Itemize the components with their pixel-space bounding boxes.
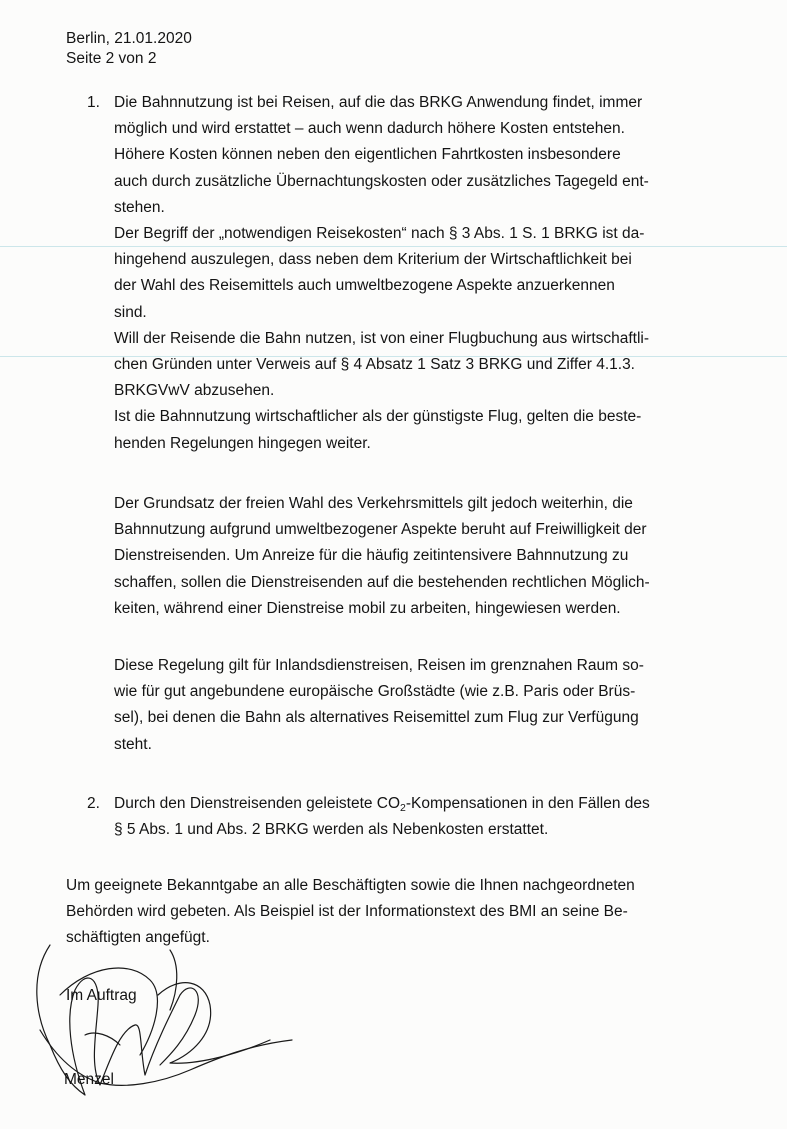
- text-line: Behörden wird gebeten. Als Beispiel ist der Informationstext des BMI an seine Be-: [66, 903, 628, 921]
- text-line: schaffen, sollen die Dienstreisenden auf die bestehenden rechtlichen Möglich-: [114, 573, 650, 591]
- text-line: Der Begriff der „notwendigen Reisekosten“ nach § 3 Abs. 1 S. 1 BRKG ist da-: [114, 225, 645, 243]
- text-line: hingehend auszulegen, dass neben dem Kriterium der Wirtschaftlichkeit bei: [114, 251, 632, 269]
- text-line: [114, 791, 739, 817]
- text-line: sel), bei denen die Bahn als alternatives Reisemittel zum Flug zur Verfügung: [114, 709, 639, 727]
- text-line: Um geeignete Bekanntgabe an alle Beschäftigten sowie die Ihnen nachgeordneten: [66, 877, 635, 894]
- text-line: möglich und wird erstattet – auch wenn dadurch höhere Kosten entstehen.: [114, 120, 625, 138]
- text-line: keiten, während einer Dienstreise mobil zu arbeiten, hingewiesen werden.: [114, 599, 621, 617]
- text-segment: Durch den Dienstreisenden geleistete CO: [114, 795, 401, 812]
- signature-block: [30, 935, 300, 1125]
- paragraph-3: [114, 653, 739, 758]
- place-date: Berlin, 21.01.2020: [66, 30, 192, 47]
- text-line: Der Grundsatz der freien Wahl des Verkehrsmittels gilt jedoch weiterhin, die: [114, 495, 633, 512]
- text-line: stehen.: [114, 198, 165, 216]
- text-line: wie für gut angebundene europäische Großstädte (wie z.B. Paris oder Brüs-: [114, 683, 636, 701]
- text-line: steht.: [114, 735, 152, 753]
- signatory-name: Menzel: [64, 1071, 114, 1088]
- text-line: der Wahl des Reisemittels auch umweltbezogene Aspekte anzuerkennen: [114, 277, 615, 295]
- text-line: Diese Regelung gilt für Inlandsdienstreisen, Reisen im grenznahen Raum so-: [114, 657, 644, 674]
- text-line: chen Gründen unter Verweis auf § 4 Absatz 1 Satz 3 BRKG und Ziffer 4.1.3.: [114, 356, 635, 374]
- text-line: henden Regelungen hingegen weiter.: [114, 434, 371, 452]
- text-line: Ist die Bahnnutzung wirtschaftlicher als der günstigste Flug, gelten die beste-: [114, 408, 642, 426]
- text-line: Dienstreisenden. Um Anreize für die häufig zeitintensivere Bahnnutzung zu: [114, 547, 629, 565]
- text-line: schäftigten angefügt.: [66, 929, 210, 947]
- text-line: Bahnnutzung aufgrund umweltbezogener Aspekte beruht auf Freiwilligkeit der: [114, 521, 647, 539]
- text-line: Die Bahnnutzung ist bei Reisen, auf die das BRKG Anwendung findet, immer: [114, 94, 643, 111]
- text-line: auch durch zusätzliche Übernachtungskosten oder zusätzliches Tagegeld ent-: [114, 172, 649, 190]
- paragraph-co2: [114, 791, 739, 843]
- text-line: Höhere Kosten können neben den eigentlichen Fahrtkosten insbesondere: [114, 146, 621, 164]
- list-number: 2.: [87, 795, 100, 812]
- im-auftrag-label: Im Auftrag: [66, 987, 137, 1004]
- text-line: Will der Reisende die Bahn nutzen, ist von einer Flugbuchung aus wirtschaftli-: [114, 329, 650, 347]
- text-line: § 5 Abs. 1 und Abs. 2 BRKG werden als Nebenkosten erstattet.: [114, 821, 549, 839]
- text-line: sind.: [114, 303, 147, 321]
- letter-header: [66, 29, 192, 69]
- handwritten-signature: [30, 935, 300, 1125]
- paragraph-2: [114, 491, 739, 622]
- text-segment: -Kompensationen in den Fällen des: [405, 795, 650, 812]
- text-line: BRKGVwV abzusehen.: [114, 382, 275, 400]
- page-info: Seite 2 von 2: [66, 50, 157, 67]
- subscript: 2: [400, 802, 406, 814]
- list-number: 1.: [87, 94, 100, 111]
- paragraph-1: [114, 90, 739, 457]
